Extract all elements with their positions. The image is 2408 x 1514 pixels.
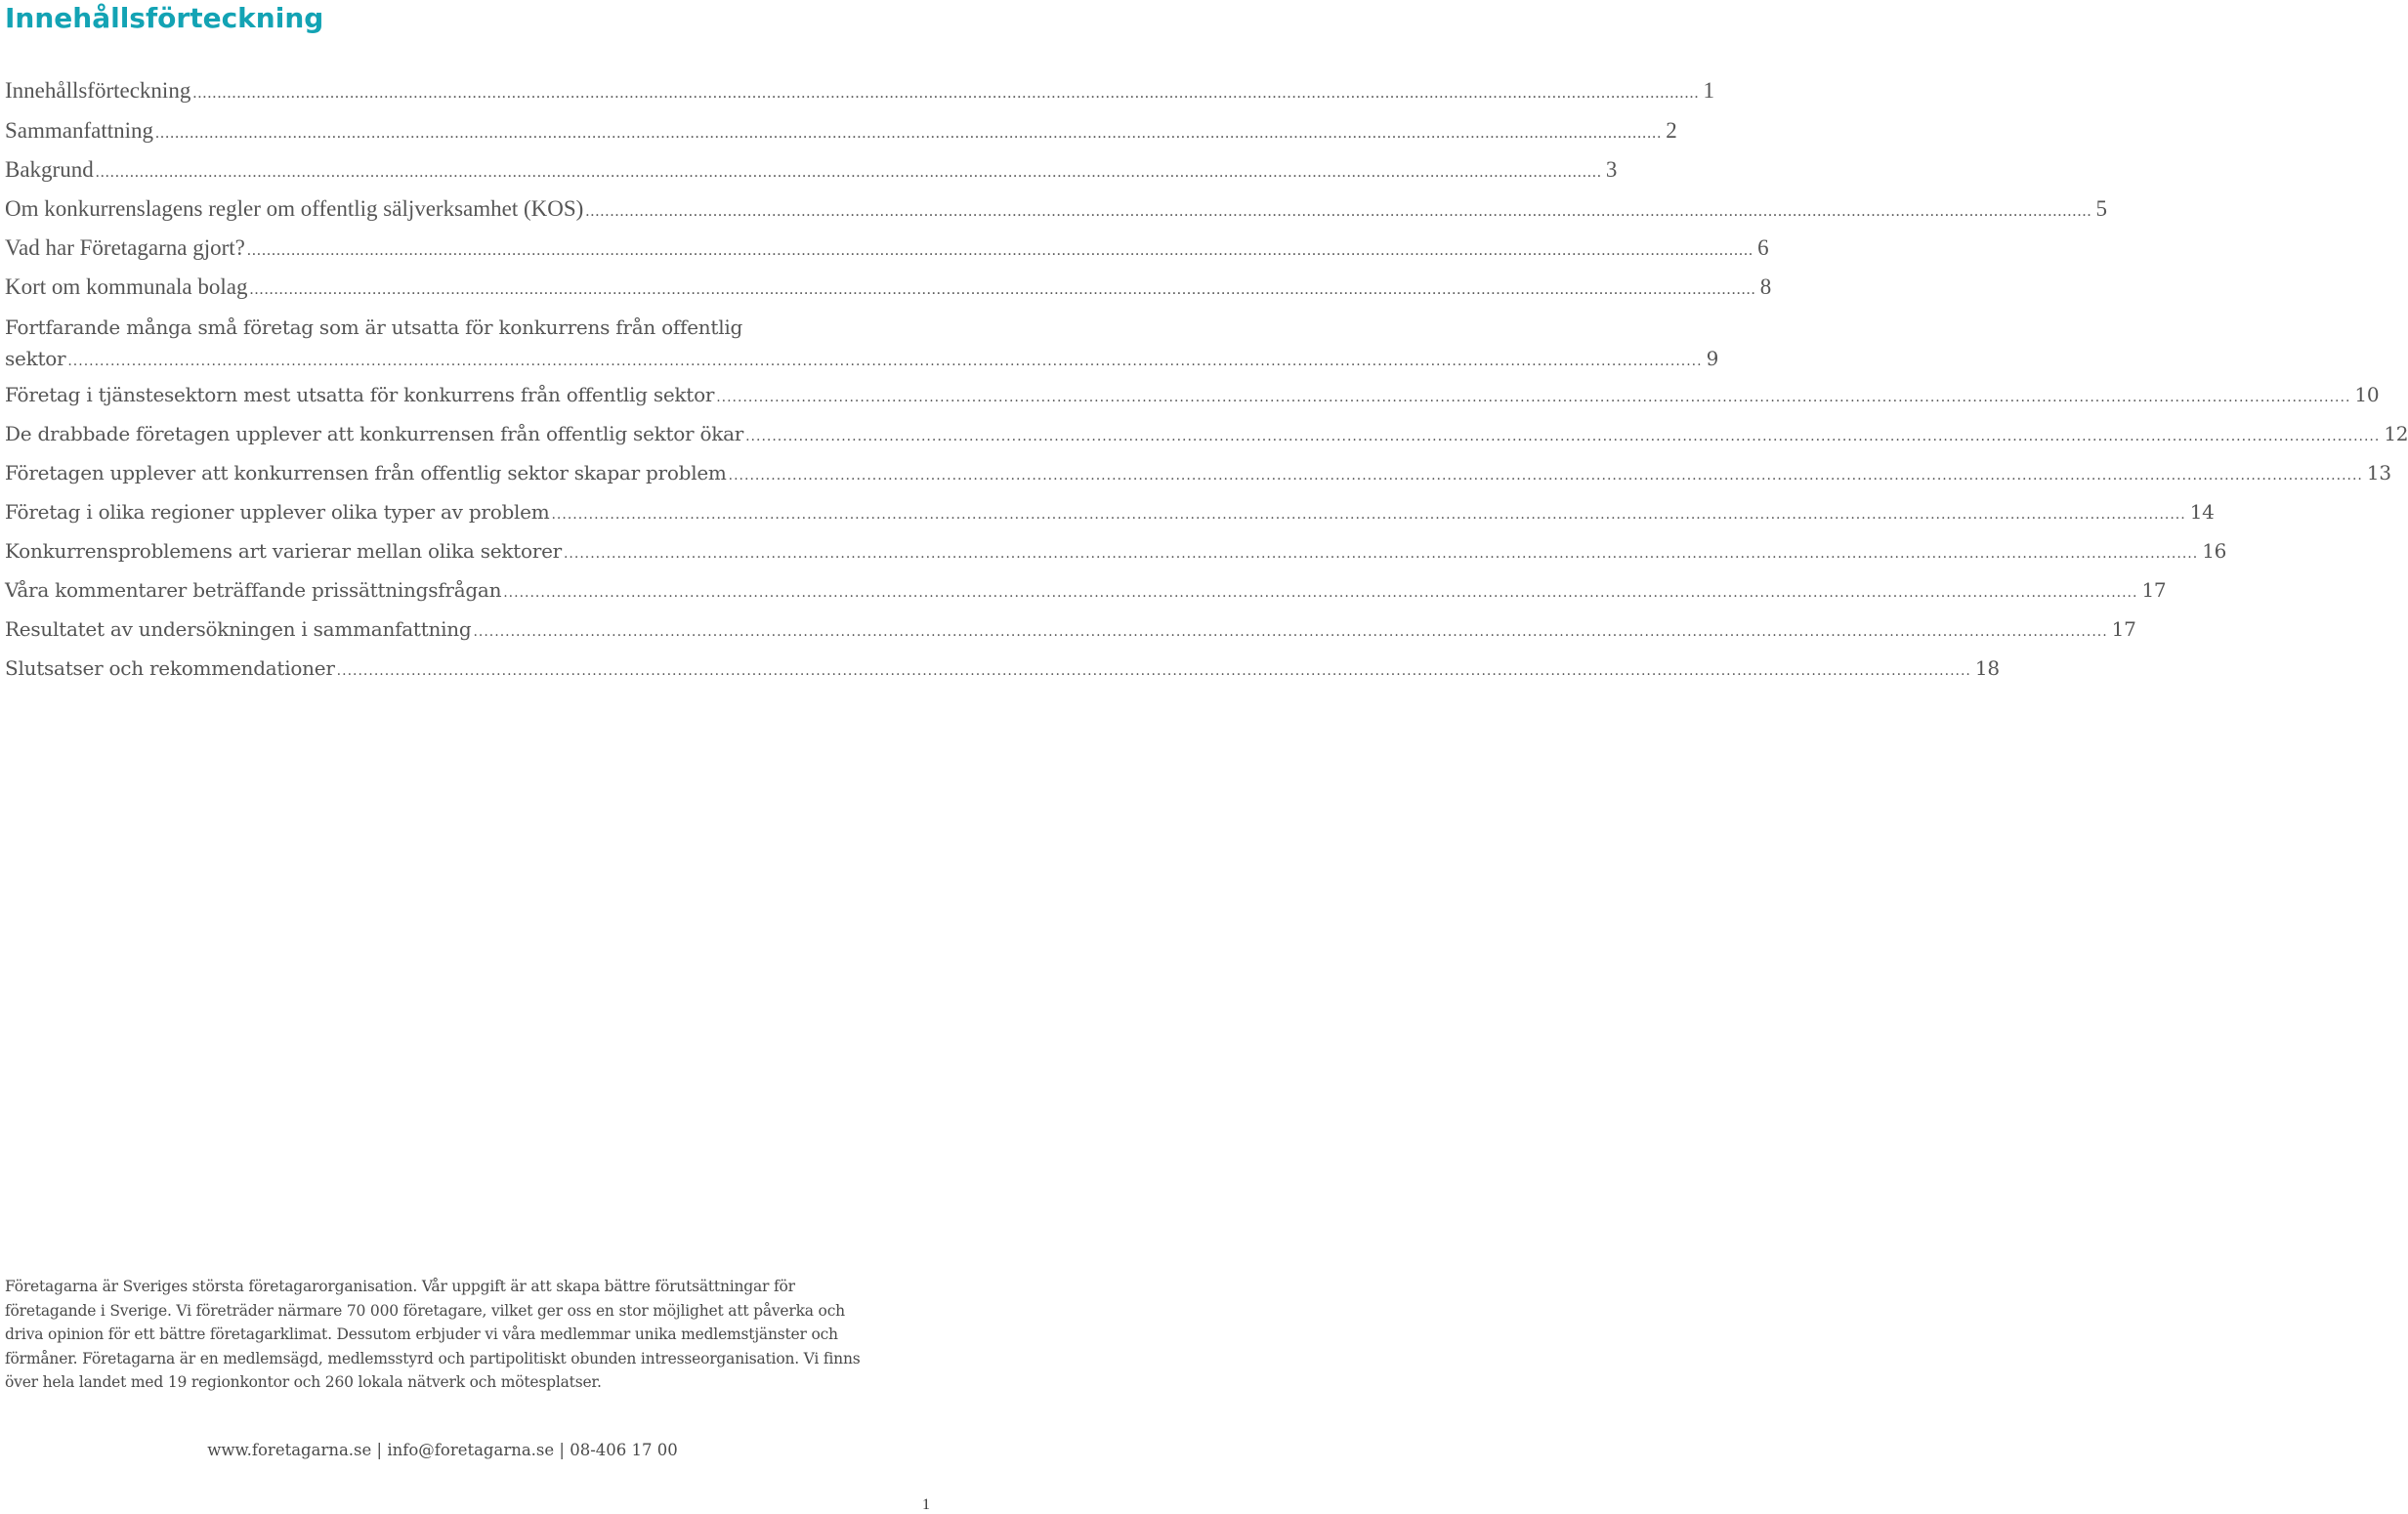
- toc-entry-title: Sammanfattning: [5, 118, 154, 143]
- toc-entry-page: 18: [1974, 656, 2000, 680]
- toc-leader-dots: ...................................................................................................................................................................................................................................................................................................................: [336, 663, 1971, 679]
- toc-leader-dots: ...................................................................................................................................................................................................................................................................................................................: [563, 546, 2199, 562]
- contact-line: www.foretagarna.se | info@foretagarna.se | 08-406 17 00: [207, 1441, 678, 1459]
- toc-leader-dots: ...................................................................................................................................................................................................................................................................................................................: [246, 242, 1754, 259]
- toc-entry-page: 5: [2095, 196, 2108, 221]
- toc-entry-title: Om konkurrenslagens regler om offentlig säljverksamhet (KOS): [5, 196, 584, 221]
- toc-entry-page: 12: [2384, 422, 2408, 445]
- toc-entry-page: 14: [2189, 500, 2215, 524]
- toc-entry-title: De drabbade företagen upplever att konkurrensen från offentlig sektor ökar: [5, 422, 744, 445]
- toc-entry-page: 8: [1759, 274, 1772, 299]
- toc-entry-page: 2: [1666, 118, 1677, 143]
- toc-leader-dots: ...................................................................................................................................................................................................................................................................................................................: [473, 624, 2108, 640]
- toc-entry-title: Företagen upplever att konkurrensen från offentlig sektor skapar problem: [5, 461, 727, 484]
- toc-entry-title: Innehållsförteckning: [5, 78, 191, 103]
- toc-leader-dots: ...................................................................................................................................................................................................................................................................................................................: [503, 585, 2138, 601]
- toc-entry-title: Vad har Företagarna gjort?: [5, 235, 245, 260]
- toc-leader-dots: ...................................................................................................................................................................................................................................................................................................................: [249, 281, 1756, 298]
- toc-entry-page: 17: [2141, 578, 2167, 602]
- toc-entry[interactable]: [5, 189, 2108, 229]
- toc-entry[interactable]: [5, 649, 2000, 688]
- toc-entry[interactable]: [5, 150, 1618, 189]
- toc-leader-dots: ...................................................................................................................................................................................................................................................................................................................: [745, 429, 2381, 444]
- toc-entry-title: Våra kommentarer beträffande prissättningsfrågan: [5, 578, 502, 602]
- toc-entry[interactable]: [5, 268, 1772, 307]
- organization-description: Företagarna är Sveriges största företagarorganisation. Vår uppgift är att skapa bättre förutsättningar för företagande i Sverige. Vi företräder närmare 70 000 företagare, vilket ger oss en stor möjlighet att påverka och driva opinion för ett bättre företagarklimat. Dessutom erbjuder vi våra medlemmar unika medlemstjänster och förmåner. Företagarna är en medlemsägd, medlemsstyrd och partipolitiskt obunden intresseorganisation. Vi finns över hela landet med 19 regionkontor och 260 lokala nätverk och mötesplatser.: [5, 1278, 861, 1391]
- toc-entry[interactable]: [5, 111, 1677, 150]
- toc-entry-title: Resultatet av undersökningen i sammanfattning: [5, 617, 472, 641]
- toc-leader-dots: ...................................................................................................................................................................................................................................................................................................................: [192, 85, 1700, 102]
- page-heading: Innehållsförteckning: [5, 2, 324, 34]
- toc-entry[interactable]: [5, 610, 2136, 649]
- toc-leader-dots: ...................................................................................................................................................................................................................................................................................................................: [551, 507, 2186, 523]
- toc-leader-dots: ...................................................................................................................................................................................................................................................................................................................: [155, 125, 1663, 142]
- toc-leader-dots: ...................................................................................................................................................................................................................................................................................................................: [728, 468, 2363, 484]
- toc-leader-dots: ...................................................................................................................................................................................................................................................................................................................: [95, 164, 1602, 181]
- toc-entry-page: 6: [1757, 235, 1769, 260]
- toc-entry[interactable]: [5, 72, 1715, 111]
- toc-leader-dots: ...................................................................................................................................................................................................................................................................................................................: [67, 354, 1703, 369]
- table-of-contents: [5, 72, 2408, 688]
- toc-entry[interactable]: [5, 229, 1769, 268]
- toc-entry-title: Företag i tjänstesektorn mest utsatta för konkurrens från offentlig sektor: [5, 383, 715, 406]
- toc-entry-title: Slutsatser och rekommendationer: [5, 656, 335, 680]
- toc-entry-title: Kort om kommunala bolag: [5, 274, 248, 299]
- toc-entry-page: 16: [2202, 539, 2227, 563]
- toc-entry[interactable]: [5, 453, 2391, 492]
- toc-leader-dots: ...................................................................................................................................................................................................................................................................................................................: [585, 203, 2092, 220]
- toc-entry-wrapped-first-line[interactable]: [5, 313, 847, 342]
- toc-entry[interactable]: [5, 414, 2408, 453]
- toc-entry-title-continued: sektor: [5, 347, 66, 370]
- toc-entry-page: 10: [2354, 383, 2380, 406]
- toc-entry-page: 3: [1605, 157, 1618, 182]
- toc-entry-title: Bakgrund: [5, 157, 94, 182]
- toc-entry[interactable]: [5, 492, 2215, 531]
- toc-entry-title: Företag i olika regioner upplever olika typer av problem: [5, 500, 550, 524]
- toc-entry-title: Fortfarande många små företag som är utsatta för konkurrens från offentlig: [5, 315, 743, 339]
- toc-entry-wrapped-second-line[interactable]: [5, 342, 1719, 375]
- toc-entry[interactable]: [5, 531, 2227, 570]
- toc-entry-page: 13: [2366, 461, 2391, 484]
- toc-entry-page: 1: [1703, 78, 1715, 103]
- toc-entry-page: 9: [1706, 347, 1719, 370]
- toc-entry-title: Konkurrensproblemens art varierar mellan olika sektorer: [5, 539, 562, 563]
- toc-entry[interactable]: [5, 570, 2167, 610]
- toc-leader-dots: ...................................................................................................................................................................................................................................................................................................................: [716, 390, 2351, 405]
- page-number: 1: [922, 1496, 930, 1513]
- toc-entry-page: 17: [2111, 617, 2136, 641]
- toc-entry[interactable]: [5, 375, 2380, 414]
